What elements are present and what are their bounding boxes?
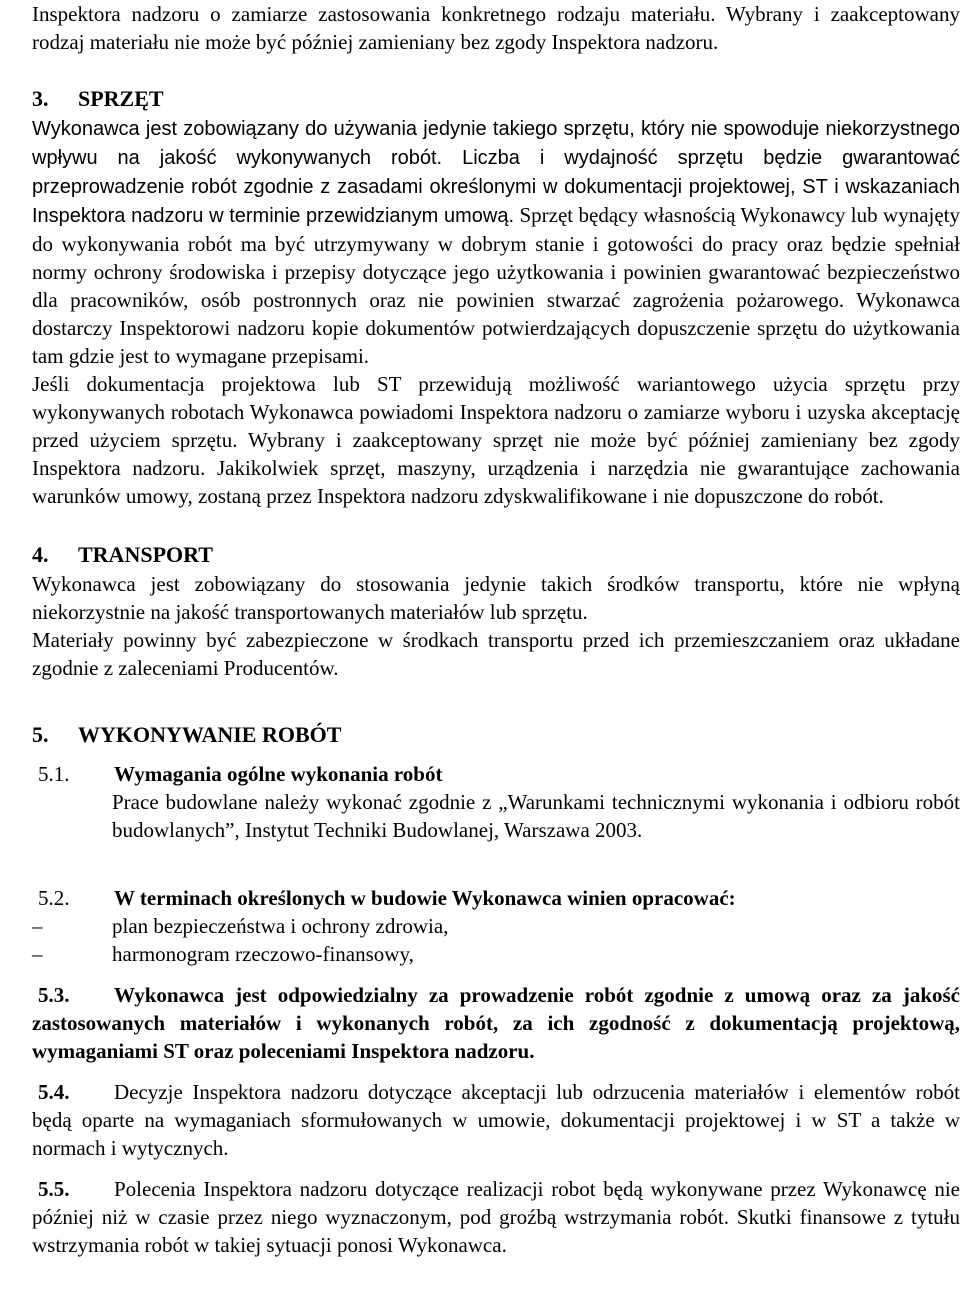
subsection-number: 5.2. xyxy=(38,886,70,910)
section-title: SPRZĘT xyxy=(78,86,164,111)
subsection-text: Wykonawca jest odpowiedzialny za prowadzenie robót zgodnie z umową oraz za jakość zastosowanych materiałów i wykonanych robót, za ich zgodność z dokumentacją projektową, wymaganiami ST oraz poleceniami Inspektora nadzoru. xyxy=(32,983,960,1063)
subsection-title: Wymagania ogólne wykonania robót xyxy=(114,762,443,786)
subsection-text: Decyzje Inspektora nadzoru dotyczące akceptacji lub odrzucenia materiałów i elementów robót będą oparte na wymaganiach sformułowanych w umowie, dokumentacji projektowej i w ST a także w normach i wytycznych. xyxy=(32,1080,960,1160)
section-5-1-heading xyxy=(38,760,960,788)
section-4-paragraph-1: Wykonawca jest zobowiązany do stosowania jedynie takich środków transportu, które nie wpłyną niekorzystnie na jakość transportowanych materiałów lub sprzętu. xyxy=(32,572,960,624)
section-number: 4. xyxy=(32,542,49,567)
section-5-3-paragraph xyxy=(32,981,960,1065)
subsection-number: 5.4. xyxy=(38,1080,70,1104)
dash-marker: – xyxy=(32,914,43,938)
section-5-1-text: Prace budowlane należy wykonać zgodnie z „Warunkami technicznymi wykonania i odbioru robót budowlanych”, Instytut Techniki Budowlanej, Warszawa 2003. xyxy=(112,790,960,842)
list-item xyxy=(32,912,960,940)
equipment-text-serif: Sprzęt będący własnością Wykonawcy lub wynajęty do wykonywania robót ma być utrzymywany w dobrym stanie i gotowości do pracy oraz będzie spełniał normy ochrony środowiska i przepisy dotyczące jego użytkowania i powinien gwarantować bezpieczeństwo dla pracowników, osób postronnych oraz nie powinien stwarzać zagrożenia pożarowego. Wykonawca dostarczy Inspektorowi nadzoru kopie dokumentów potwierdzających dopuszczenie sprzętu do użytkowania tam gdzie jest to wymagane przepisami. xyxy=(32,203,960,368)
subsection-number: 5.1. xyxy=(38,762,70,786)
section-title: TRANSPORT xyxy=(78,542,213,567)
list-item xyxy=(32,940,960,968)
equipment-text-sans: Wykonawca jest zobowiązany do używania jedynie takiego sprzętu, który nie spowoduje niekorzystnego wpływu na jakość wykonywanych robót. Liczba i wydajność sprzętu będzie gwarantować przeprowadzenie robót zgodnie z zasadami określonymi w dokumentacji projektowej, ST i wskazaniach Inspektora nadzoru w terminie przewidzianym umową. xyxy=(32,118,960,227)
intro-paragraph: Inspektora nadzoru o zamiarze zastosowania konkretnego rodzaju materiału. Wybrany i zaakceptowany rodzaj materiału nie może być później zamieniany bez zgody Inspektora nadzoru. xyxy=(32,2,960,54)
section-5-5-paragraph xyxy=(32,1175,960,1259)
section-3-paragraph-2: Jeśli dokumentacja projektowa lub ST przewidują możliwość wariantowego użycia sprzętu przy wykonywanych robotach Wykonawca powiadomi Inspektora nadzoru o zamiarze wyboru i uzyska akceptację przed użyciem sprzętu. Wybrany i zaakceptowany sprzęt nie może być później zamieniany bez zgody Inspektora nadzoru. Jakikolwiek sprzęt, maszyny, urządzenia i narzędzia nie gwarantujące zachowania warunków umowy, zostaną przez Inspektora nadzoru zdyskwalifikowane i nie dopuszczone do robót. xyxy=(32,372,960,508)
section-4-heading xyxy=(32,540,960,570)
subsection-title: W terminach określonych w budowie Wykonawca winien opracować: xyxy=(114,886,736,910)
list-item-text: plan bezpieczeństwa i ochrony zdrowia, xyxy=(112,914,449,938)
section-4-paragraph-2: Materiały powinny być zabezpieczone w środkach transportu przed ich przemieszczaniem oraz układane zgodnie z zaleceniami Producentów. xyxy=(32,628,960,680)
subsection-number: 5.3. xyxy=(38,983,70,1007)
section-5-heading xyxy=(32,720,960,750)
section-number: 5. xyxy=(32,722,49,747)
section-5-2-list xyxy=(32,912,960,968)
dash-marker: – xyxy=(32,942,43,966)
section-3-paragraph-1 xyxy=(32,114,960,370)
list-item-text: harmonogram rzeczowo-finansowy, xyxy=(112,942,414,966)
subsection-number: 5.5. xyxy=(38,1177,70,1201)
section-number: 3. xyxy=(32,86,49,111)
section-5-4-paragraph xyxy=(32,1078,960,1162)
document-page xyxy=(32,0,960,1259)
subsection-text: Polecenia Inspektora nadzoru dotyczące realizacji robot będą wykonywane przez Wykonawcę nie później niż w czasie przez niego wyznaczonym, pod groźbą wstrzymania robót. Skutki finansowe z tytułu wstrzymania robót w takiej sytuacji ponosi Wykonawca. xyxy=(32,1177,960,1257)
section-5-2-heading xyxy=(38,884,960,912)
section-title: WYKONYWANIE ROBÓT xyxy=(78,722,342,747)
section-3-heading xyxy=(32,84,960,114)
